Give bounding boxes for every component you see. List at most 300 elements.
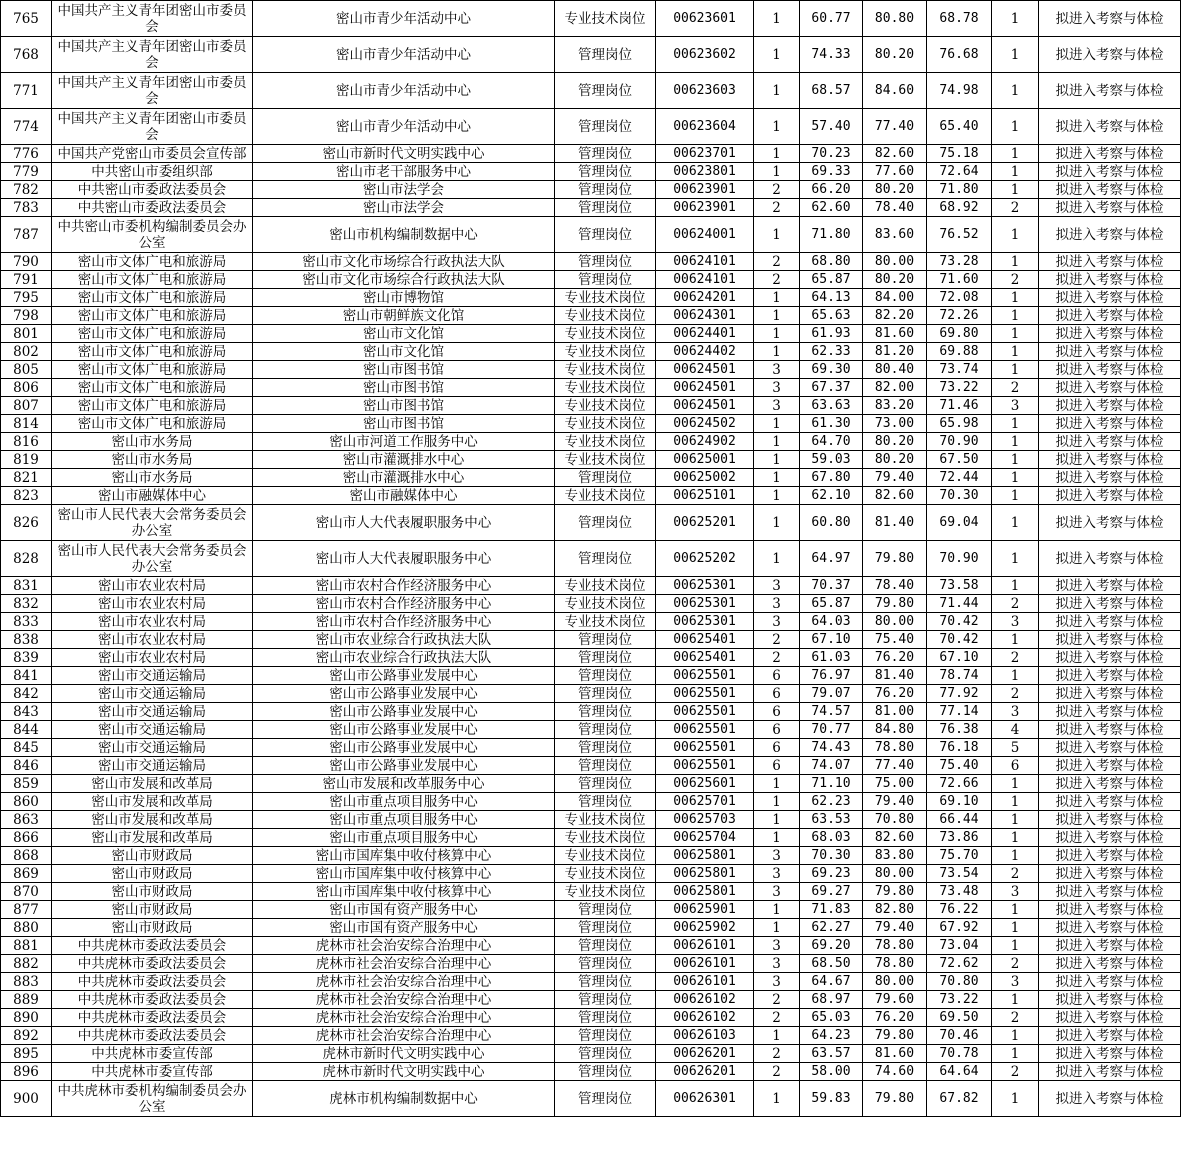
table-row [1, 1, 1181, 37]
hire-count-cell: 2 [754, 181, 800, 199]
total-score-cell: 70.46 [927, 1027, 992, 1045]
seq-no-cell: 801 [1, 325, 52, 343]
seq-no-cell: 843 [1, 703, 52, 721]
position-type-cell: 管理岗位 [555, 199, 656, 217]
rank-cell: 3 [992, 883, 1039, 901]
position-code-cell: 00624001 [656, 217, 754, 253]
hire-count-cell: 2 [754, 631, 800, 649]
interview-score-cell: 82.60 [863, 145, 927, 163]
written-score-cell: 65.03 [800, 1009, 863, 1027]
seq-no-cell: 832 [1, 595, 52, 613]
interview-score-cell: 70.80 [863, 811, 927, 829]
rank-cell: 1 [992, 217, 1039, 253]
hire-count-cell: 6 [754, 703, 800, 721]
status-cell: 拟进入考察与体检 [1039, 883, 1181, 901]
position-code-cell: 00623701 [656, 145, 754, 163]
total-score-cell: 70.90 [927, 541, 992, 577]
rank-cell: 4 [992, 721, 1039, 739]
position-type-cell: 专业技术岗位 [555, 289, 656, 307]
unit-cell: 密山市国库集中收付核算中心 [253, 883, 555, 901]
status-cell: 拟进入考察与体检 [1039, 577, 1181, 595]
unit-cell: 密山市图书馆 [253, 379, 555, 397]
interview-score-cell: 82.20 [863, 307, 927, 325]
total-score-cell: 69.88 [927, 343, 992, 361]
department-cell: 密山市发展和改革局 [52, 793, 253, 811]
status-cell: 拟进入考察与体检 [1039, 541, 1181, 577]
rank-cell: 6 [992, 757, 1039, 775]
table-row [1, 739, 1181, 757]
unit-cell: 密山市人大代表履职服务中心 [253, 505, 555, 541]
department-cell: 密山市文体广电和旅游局 [52, 325, 253, 343]
department-cell: 密山市文体广电和旅游局 [52, 289, 253, 307]
position-type-cell: 管理岗位 [555, 955, 656, 973]
position-type-cell: 管理岗位 [555, 469, 656, 487]
status-cell: 拟进入考察与体检 [1039, 991, 1181, 1009]
position-code-cell: 00626301 [656, 1081, 754, 1117]
total-score-cell: 69.50 [927, 1009, 992, 1027]
unit-cell: 密山市青少年活动中心 [253, 37, 555, 73]
department-cell: 中共虎林市委政法委员会 [52, 1009, 253, 1027]
written-score-cell: 64.23 [800, 1027, 863, 1045]
status-cell: 拟进入考察与体检 [1039, 793, 1181, 811]
department-cell: 密山市交通运输局 [52, 703, 253, 721]
total-score-cell: 76.68 [927, 37, 992, 73]
total-score-cell: 70.30 [927, 487, 992, 505]
rank-cell: 5 [992, 739, 1039, 757]
written-score-cell: 62.23 [800, 793, 863, 811]
table-row [1, 199, 1181, 217]
table-row [1, 649, 1181, 667]
written-score-cell: 74.57 [800, 703, 863, 721]
position-type-cell: 管理岗位 [555, 253, 656, 271]
hire-count-cell: 2 [754, 649, 800, 667]
position-type-cell: 管理岗位 [555, 793, 656, 811]
status-cell: 拟进入考察与体检 [1039, 379, 1181, 397]
total-score-cell: 73.54 [927, 865, 992, 883]
total-score-cell: 64.64 [927, 1063, 992, 1081]
rank-cell: 3 [992, 613, 1039, 631]
seq-no-cell: 863 [1, 811, 52, 829]
interview-score-cell: 77.60 [863, 163, 927, 181]
unit-cell: 密山市图书馆 [253, 397, 555, 415]
total-score-cell: 68.92 [927, 199, 992, 217]
written-score-cell: 63.53 [800, 811, 863, 829]
seq-no-cell: 821 [1, 469, 52, 487]
position-type-cell: 专业技术岗位 [555, 487, 656, 505]
results-table-body [1, 1, 1181, 1117]
total-score-cell: 66.44 [927, 811, 992, 829]
unit-cell: 密山市农业综合行政执法大队 [253, 649, 555, 667]
unit-cell: 密山市公路事业发展中心 [253, 721, 555, 739]
status-cell: 拟进入考察与体检 [1039, 325, 1181, 343]
position-type-cell: 管理岗位 [555, 901, 656, 919]
seq-no-cell: 881 [1, 937, 52, 955]
department-cell: 中国共产党密山市委员会宣传部 [52, 145, 253, 163]
unit-cell: 密山市农村合作经济服务中心 [253, 577, 555, 595]
seq-no-cell: 771 [1, 73, 52, 109]
unit-cell: 密山市公路事业发展中心 [253, 757, 555, 775]
seq-no-cell: 779 [1, 163, 52, 181]
position-code-cell: 00625401 [656, 649, 754, 667]
unit-cell: 密山市重点项目服务中心 [253, 829, 555, 847]
hire-count-cell: 1 [754, 469, 800, 487]
status-cell: 拟进入考察与体检 [1039, 919, 1181, 937]
position-code-cell: 00625401 [656, 631, 754, 649]
position-code-cell: 00623801 [656, 163, 754, 181]
unit-cell: 密山市国库集中收付核算中心 [253, 865, 555, 883]
hire-count-cell: 1 [754, 217, 800, 253]
position-type-cell: 管理岗位 [555, 757, 656, 775]
interview-score-cell: 83.60 [863, 217, 927, 253]
unit-cell: 密山市国有资产服务中心 [253, 919, 555, 937]
hire-count-cell: 6 [754, 685, 800, 703]
department-cell: 密山市融媒体中心 [52, 487, 253, 505]
hire-count-cell: 1 [754, 793, 800, 811]
unit-cell: 密山市国有资产服务中心 [253, 901, 555, 919]
written-score-cell: 65.87 [800, 595, 863, 613]
total-score-cell: 69.04 [927, 505, 992, 541]
department-cell: 密山市文体广电和旅游局 [52, 397, 253, 415]
rank-cell: 2 [992, 595, 1039, 613]
department-cell: 密山市财政局 [52, 919, 253, 937]
position-code-cell: 00624101 [656, 253, 754, 271]
position-code-cell: 00625801 [656, 865, 754, 883]
seq-no-cell: 889 [1, 991, 52, 1009]
seq-no-cell: 816 [1, 433, 52, 451]
seq-no-cell: 869 [1, 865, 52, 883]
table-row [1, 883, 1181, 901]
interview-score-cell: 82.60 [863, 487, 927, 505]
unit-cell: 密山市法学会 [253, 181, 555, 199]
position-type-cell: 专业技术岗位 [555, 361, 656, 379]
interview-score-cell: 80.00 [863, 865, 927, 883]
seq-no-cell: 859 [1, 775, 52, 793]
unit-cell: 密山市灌溉排水中心 [253, 451, 555, 469]
seq-no-cell: 805 [1, 361, 52, 379]
position-type-cell: 管理岗位 [555, 685, 656, 703]
position-type-cell: 专业技术岗位 [555, 379, 656, 397]
interview-score-cell: 80.80 [863, 1, 927, 37]
unit-cell: 密山市农业综合行政执法大队 [253, 631, 555, 649]
position-type-cell: 管理岗位 [555, 505, 656, 541]
table-row [1, 577, 1181, 595]
written-score-cell: 62.60 [800, 199, 863, 217]
written-score-cell: 69.33 [800, 163, 863, 181]
department-cell: 密山市农业农村局 [52, 595, 253, 613]
seq-no-cell: 895 [1, 1045, 52, 1063]
table-row [1, 793, 1181, 811]
interview-score-cell: 76.20 [863, 685, 927, 703]
interview-score-cell: 81.40 [863, 667, 927, 685]
table-row [1, 253, 1181, 271]
table-row [1, 307, 1181, 325]
position-type-cell: 管理岗位 [555, 721, 656, 739]
seq-no-cell: 768 [1, 37, 52, 73]
seq-no-cell: 831 [1, 577, 52, 595]
written-score-cell: 58.00 [800, 1063, 863, 1081]
status-cell: 拟进入考察与体检 [1039, 181, 1181, 199]
seq-no-cell: 896 [1, 1063, 52, 1081]
hire-count-cell: 1 [754, 505, 800, 541]
table-row [1, 757, 1181, 775]
total-score-cell: 73.04 [927, 937, 992, 955]
unit-cell: 密山市文化市场综合行政执法大队 [253, 253, 555, 271]
position-type-cell: 管理岗位 [555, 631, 656, 649]
table-row [1, 451, 1181, 469]
rank-cell: 1 [992, 487, 1039, 505]
total-score-cell: 72.64 [927, 163, 992, 181]
seq-no-cell: 838 [1, 631, 52, 649]
department-cell: 中共密山市委政法委员会 [52, 199, 253, 217]
position-code-cell: 00625501 [656, 703, 754, 721]
unit-cell: 虎林市机构编制数据中心 [253, 1081, 555, 1117]
interview-score-cell: 78.80 [863, 955, 927, 973]
department-cell: 中共虎林市委宣传部 [52, 1063, 253, 1081]
status-cell: 拟进入考察与体检 [1039, 217, 1181, 253]
position-code-cell: 00624501 [656, 361, 754, 379]
department-cell: 密山市农业农村局 [52, 649, 253, 667]
rank-cell: 1 [992, 343, 1039, 361]
rank-cell: 1 [992, 163, 1039, 181]
rank-cell: 1 [992, 1, 1039, 37]
status-cell: 拟进入考察与体检 [1039, 307, 1181, 325]
rank-cell: 1 [992, 793, 1039, 811]
hire-count-cell: 3 [754, 361, 800, 379]
position-code-cell: 00625501 [656, 667, 754, 685]
hire-count-cell: 2 [754, 1045, 800, 1063]
hire-count-cell: 3 [754, 847, 800, 865]
status-cell: 拟进入考察与体检 [1039, 1, 1181, 37]
hire-count-cell: 2 [754, 1063, 800, 1081]
table-row [1, 685, 1181, 703]
unit-cell: 密山市河道工作服务中心 [253, 433, 555, 451]
total-score-cell: 76.38 [927, 721, 992, 739]
status-cell: 拟进入考察与体检 [1039, 703, 1181, 721]
position-type-cell: 管理岗位 [555, 217, 656, 253]
position-type-cell: 管理岗位 [555, 937, 656, 955]
interview-score-cell: 81.40 [863, 505, 927, 541]
interview-score-cell: 80.20 [863, 433, 927, 451]
position-type-cell: 专业技术岗位 [555, 1, 656, 37]
total-score-cell: 71.80 [927, 181, 992, 199]
unit-cell: 虎林市新时代文明实践中心 [253, 1045, 555, 1063]
rank-cell: 2 [992, 1063, 1039, 1081]
hire-count-cell: 1 [754, 1081, 800, 1117]
total-score-cell: 73.48 [927, 883, 992, 901]
seq-no-cell: 900 [1, 1081, 52, 1117]
position-code-cell: 00624201 [656, 289, 754, 307]
hire-count-cell: 1 [754, 775, 800, 793]
interview-score-cell: 80.20 [863, 37, 927, 73]
rank-cell: 2 [992, 955, 1039, 973]
position-code-cell: 00626103 [656, 1027, 754, 1045]
position-code-cell: 00625801 [656, 883, 754, 901]
hire-count-cell: 6 [754, 757, 800, 775]
hire-count-cell: 3 [754, 865, 800, 883]
rank-cell: 1 [992, 541, 1039, 577]
position-code-cell: 00624101 [656, 271, 754, 289]
position-code-cell: 00625701 [656, 793, 754, 811]
unit-cell: 密山市重点项目服务中心 [253, 793, 555, 811]
unit-cell: 密山市法学会 [253, 199, 555, 217]
position-type-cell: 管理岗位 [555, 181, 656, 199]
position-code-cell: 00625202 [656, 541, 754, 577]
position-type-cell: 管理岗位 [555, 1081, 656, 1117]
unit-cell: 密山市博物馆 [253, 289, 555, 307]
written-score-cell: 69.27 [800, 883, 863, 901]
status-cell: 拟进入考察与体检 [1039, 811, 1181, 829]
position-type-cell: 管理岗位 [555, 649, 656, 667]
written-score-cell: 64.03 [800, 613, 863, 631]
status-cell: 拟进入考察与体检 [1039, 1027, 1181, 1045]
interview-score-cell: 84.80 [863, 721, 927, 739]
position-code-cell: 00623604 [656, 109, 754, 145]
department-cell: 密山市农业农村局 [52, 577, 253, 595]
department-cell: 密山市发展和改革局 [52, 775, 253, 793]
rank-cell: 1 [992, 1027, 1039, 1045]
status-cell: 拟进入考察与体检 [1039, 1009, 1181, 1027]
written-score-cell: 61.93 [800, 325, 863, 343]
total-score-cell: 65.98 [927, 415, 992, 433]
written-score-cell: 71.10 [800, 775, 863, 793]
status-cell: 拟进入考察与体检 [1039, 865, 1181, 883]
total-score-cell: 72.62 [927, 955, 992, 973]
written-score-cell: 67.37 [800, 379, 863, 397]
position-code-cell: 00625501 [656, 739, 754, 757]
unit-cell: 虎林市社会治安综合治理中心 [253, 937, 555, 955]
rank-cell: 1 [992, 307, 1039, 325]
total-score-cell: 78.74 [927, 667, 992, 685]
total-score-cell: 73.74 [927, 361, 992, 379]
written-score-cell: 68.97 [800, 991, 863, 1009]
table-row [1, 811, 1181, 829]
table-row [1, 361, 1181, 379]
seq-no-cell: 833 [1, 613, 52, 631]
interview-score-cell: 76.20 [863, 649, 927, 667]
written-score-cell: 59.83 [800, 1081, 863, 1117]
position-type-cell: 专业技术岗位 [555, 811, 656, 829]
seq-no-cell: 845 [1, 739, 52, 757]
hire-count-cell: 1 [754, 37, 800, 73]
department-cell: 中国共产主义青年团密山市委员会 [52, 109, 253, 145]
department-cell: 密山市文体广电和旅游局 [52, 379, 253, 397]
rank-cell: 1 [992, 361, 1039, 379]
position-type-cell: 管理岗位 [555, 991, 656, 1009]
seq-no-cell: 882 [1, 955, 52, 973]
position-code-cell: 00624402 [656, 343, 754, 361]
status-cell: 拟进入考察与体检 [1039, 955, 1181, 973]
total-score-cell: 67.10 [927, 649, 992, 667]
position-type-cell: 专业技术岗位 [555, 865, 656, 883]
department-cell: 中共密山市委政法委员会 [52, 181, 253, 199]
position-code-cell: 00625704 [656, 829, 754, 847]
rank-cell: 1 [992, 433, 1039, 451]
position-type-cell: 专业技术岗位 [555, 577, 656, 595]
rank-cell: 2 [992, 271, 1039, 289]
department-cell: 密山市文体广电和旅游局 [52, 307, 253, 325]
unit-cell: 虎林市社会治安综合治理中心 [253, 1009, 555, 1027]
position-type-cell: 管理岗位 [555, 919, 656, 937]
position-code-cell: 00625703 [656, 811, 754, 829]
total-score-cell: 69.80 [927, 325, 992, 343]
written-score-cell: 69.23 [800, 865, 863, 883]
total-score-cell: 67.50 [927, 451, 992, 469]
seq-no-cell: 782 [1, 181, 52, 199]
table-row [1, 721, 1181, 739]
seq-no-cell: 846 [1, 757, 52, 775]
position-type-cell: 管理岗位 [555, 541, 656, 577]
position-type-cell: 专业技术岗位 [555, 451, 656, 469]
status-cell: 拟进入考察与体检 [1039, 487, 1181, 505]
written-score-cell: 69.30 [800, 361, 863, 379]
interview-score-cell: 79.80 [863, 1081, 927, 1117]
total-score-cell: 68.78 [927, 1, 992, 37]
position-type-cell: 管理岗位 [555, 739, 656, 757]
hire-count-cell: 3 [754, 973, 800, 991]
position-type-cell: 管理岗位 [555, 145, 656, 163]
total-score-cell: 76.22 [927, 901, 992, 919]
position-type-cell: 管理岗位 [555, 667, 656, 685]
department-cell: 中共虎林市委宣传部 [52, 1045, 253, 1063]
unit-cell: 密山市农村合作经济服务中心 [253, 595, 555, 613]
department-cell: 密山市文体广电和旅游局 [52, 253, 253, 271]
unit-cell: 虎林市社会治安综合治理中心 [253, 973, 555, 991]
seq-no-cell: 880 [1, 919, 52, 937]
position-code-cell: 00625001 [656, 451, 754, 469]
department-cell: 中共密山市委组织部 [52, 163, 253, 181]
total-score-cell: 76.18 [927, 739, 992, 757]
position-code-cell: 00625902 [656, 919, 754, 937]
position-code-cell: 00624501 [656, 379, 754, 397]
table-row [1, 595, 1181, 613]
interview-score-cell: 79.40 [863, 469, 927, 487]
seq-no-cell: 828 [1, 541, 52, 577]
interview-score-cell: 79.60 [863, 991, 927, 1009]
written-score-cell: 68.57 [800, 73, 863, 109]
hire-count-cell: 1 [754, 811, 800, 829]
table-row [1, 469, 1181, 487]
interview-score-cell: 80.40 [863, 361, 927, 379]
seq-no-cell: 839 [1, 649, 52, 667]
unit-cell: 密山市文化馆 [253, 325, 555, 343]
written-score-cell: 74.07 [800, 757, 863, 775]
table-row [1, 1009, 1181, 1027]
position-code-cell: 00625501 [656, 685, 754, 703]
status-cell: 拟进入考察与体检 [1039, 613, 1181, 631]
position-type-cell: 管理岗位 [555, 1027, 656, 1045]
interview-score-cell: 82.60 [863, 829, 927, 847]
table-row [1, 847, 1181, 865]
status-cell: 拟进入考察与体检 [1039, 1063, 1181, 1081]
total-score-cell: 75.18 [927, 145, 992, 163]
table-row [1, 973, 1181, 991]
written-score-cell: 62.27 [800, 919, 863, 937]
hire-count-cell: 1 [754, 325, 800, 343]
department-cell: 中国共产主义青年团密山市委员会 [52, 37, 253, 73]
interview-score-cell: 81.00 [863, 703, 927, 721]
unit-cell: 密山市公路事业发展中心 [253, 703, 555, 721]
table-row [1, 415, 1181, 433]
unit-cell: 虎林市新时代文明实践中心 [253, 1063, 555, 1081]
hire-count-cell: 2 [754, 1009, 800, 1027]
total-score-cell: 75.40 [927, 757, 992, 775]
position-code-cell: 00626102 [656, 991, 754, 1009]
department-cell: 密山市发展和改革局 [52, 829, 253, 847]
department-cell: 密山市财政局 [52, 883, 253, 901]
position-type-cell: 管理岗位 [555, 73, 656, 109]
position-code-cell: 00625101 [656, 487, 754, 505]
hire-count-cell: 1 [754, 343, 800, 361]
